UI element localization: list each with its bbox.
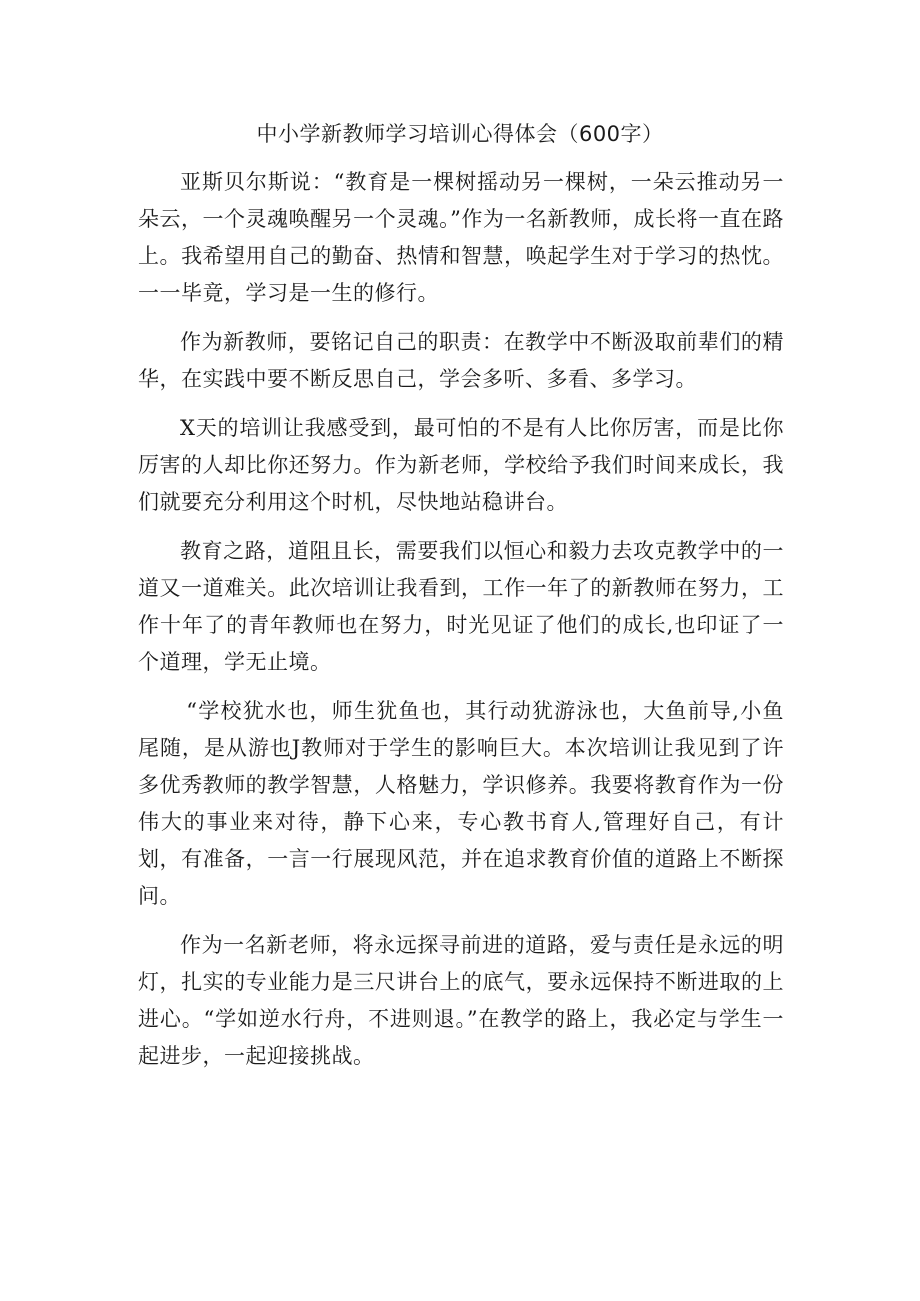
paragraph-6: 作为一名新老师，将永远探寻前进的道路，爱与责任是永远的明灯，扎实的专业能力是三尺讲台上的底气，要永远保持不断进取的上进心。“学如逆水行舟，不进则退。”在教学的路上，我必定与学生一起进步，一起迎接挑战。 <box>138 933 784 1068</box>
paragraph-3: X天的培训让我感受到，最可怕的不是有人比你厉害，而是比你厉害的人却比你还努力。作为新老师，学校给予我们时间来成长，我们就要充分利用这个时机，尽快地站稳讲台。 <box>138 416 784 514</box>
paragraph-2: 作为新教师，要铭记自己的职责：在教学中不断汲取前辈们的精华，在实践中要不断反思自己，学会多听、多看、多学习。 <box>138 330 784 391</box>
document-body <box>138 164 784 1087</box>
paragraph-1: 亚斯贝尔斯说：“教育是一棵树摇动另一棵树，一朵云推动另一朵云，一个灵魂唤醒另一个灵魂。”作为一名新教师，成长将一直在路上。我希望用自己的勤奋、热情和智慧，唤起学生对于学习的热忱。一一毕竟，学习是一生的修行。 <box>138 170 784 305</box>
document-title: 中小学新教师学习培训心得体会（600字） <box>256 122 664 146</box>
paragraph-5: “学校犹水也，师生犹鱼也，其行动犹游泳也，大鱼前导,小鱼尾随，是从游也J教师对于学生的影响巨大。本次培训让我见到了许多优秀教师的教学智慧，人格魅力，学识修养。我要将教育作为一份伟大的事业来对待，静下心来，专心教书育人,管理好自己，有计划，有准备，一言一行展现风范，并在追求教育价值的道路上不断探问。 <box>138 699 784 908</box>
paragraph-4: 教育之路，道阻且长，需要我们以恒心和毅力去攻克教学中的一道又一道难关。此次培训让我看到，工作一年了的新教师在努力，工作十年了的青年教师也在努力，时光见证了他们的成长,也印证了一个道理，学无止境。 <box>138 539 784 674</box>
